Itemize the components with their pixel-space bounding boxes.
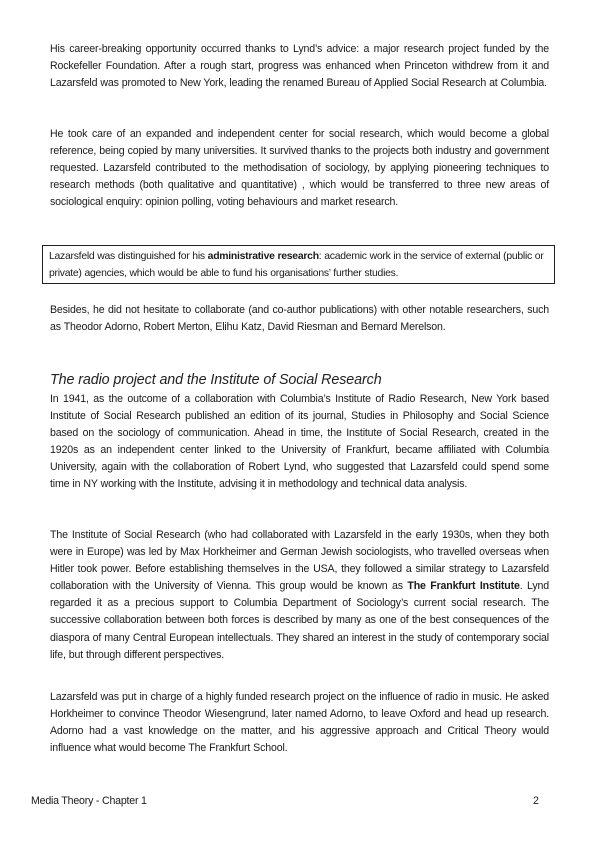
callout-bold-term: administrative research (207, 251, 319, 262)
callout-text-after: : academic work in the service of external (public or private) agencies, which would be able to fund his organisations’ further studies. (49, 251, 544, 280)
paragraph-radio-research: In 1941, as the outcome of a collaboration with Columbia’s Institute of Radio Research, New York based Institute of Social Research published an edition of its journal, Studies in Philosophy and Social Science based on the sociology of communication. Ahead in time, the Institute of Social Research, created in the 1920s as an independent center linked to the University of Frankfurt, became affiliated with Columbia University, again with the collaboration of Robert Lynd, who suggested that Lazarsfeld could spend some time in NY working with the Institute, advising it in methodology and technical data analysis. (50, 393, 549, 491)
paragraph-frankfurt-institute (50, 527, 549, 664)
paragraph-adorno: Lazarsfeld was put in charge of a highly funded research project on the influence of radio in music. He asked Horkheimer to convince Theodor Wiesengrund, later named Adorno, to leave Oxford and head up research. Adorno had a vast knowledge on the matter, and his aggressive approach and Critical Theory would influence what would become The Frankfurt School. (50, 691, 549, 755)
paragraph-career-opportunity: His career-breaking opportunity occurred thanks to Lynd’s advice: a major research project funded by the Rockefeller Foundation. After a rough start, progress was enhanced when Princeton withdrew from it and Lazarsfeld was promoted to New York, leading the renamed Bureau of Applied Social Research at Columbia. (50, 43, 549, 90)
footer-title: Media Theory - Chapter 1 (31, 795, 147, 807)
paragraph-independent-center: He took care of an expanded and independent center for social research, which would become a global reference, being copied by many universities. It survived thanks to the projects both industry and government requested. Lazarsfeld contributed to the methodisation of sociology, by applying pioneering techniques to research methods (both qualitative and quantitative) , which would be transferred to three new areas of sociological enquiry: opinion polling, voting behaviours and market research. (50, 128, 549, 209)
p5-text-before: The Institute of Social Research (who had collaborated with Lazarsfeld in the early 1930s, when they both were in Europe) was led by Max Horkheimer and German Jewish sociologists, who travelled overseas when Hitler took power. Before establishing themselves in the USA, they followed a similar strategy to Lazarsfeld collaboration with the University of Vienna. This group would be known as (50, 529, 549, 593)
footer-page-number: 2 (533, 795, 539, 807)
p5-bold-term: The Frankfurt Institute (407, 580, 520, 593)
section-heading: The radio project and the Institute of Social Research (50, 372, 382, 388)
p5-text-after: . Lynd regarded it as a precious support to Columbia Department of Sociology’s current social research. The successive collaboration between both forces is described by many as one of the best consequences of the diaspora of many Central European intellectuals. They shared an interest in the study of contemporary social life, but through different perspectives. (50, 580, 549, 661)
callout-box-administrative-research (42, 245, 555, 284)
callout-text (49, 248, 549, 282)
callout-text-before: Lazarsfeld was distinguished for his (49, 251, 208, 262)
paragraph-collaborators: Besides, he did not hesitate to collaborate (and co-author publications) with other notable researchers, such as Theodor Adorno, Robert Merton, Elihu Katz, David Riesman and Bernard Merelson. (50, 304, 549, 334)
